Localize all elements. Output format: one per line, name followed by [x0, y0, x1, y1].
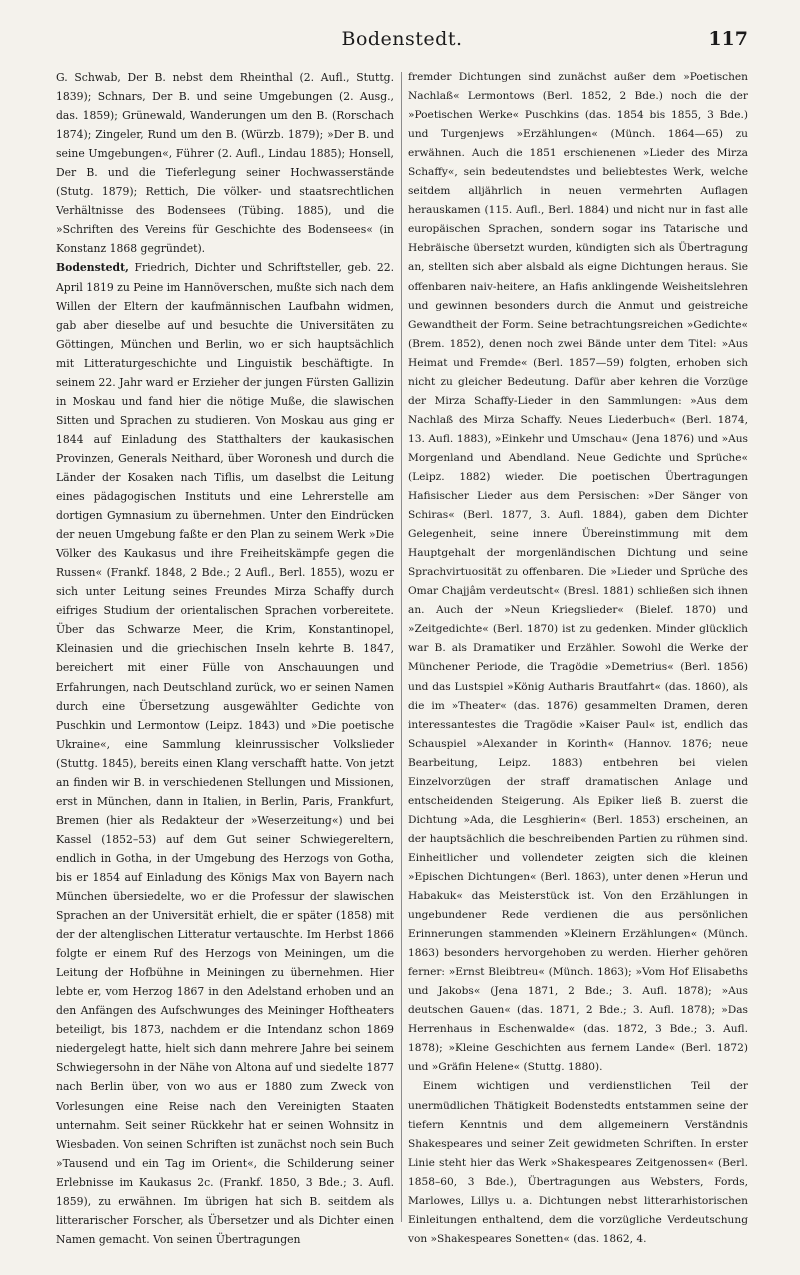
column-divider: [401, 72, 402, 1222]
entry-paragraph: [56, 258, 394, 1248]
left-column: [56, 68, 394, 1249]
page-number: 117: [708, 28, 748, 50]
paragraph: Einem wichtigen und verdienstlichen Teil der unermüdlichen Thätigkeit Bodenstedts entstammen seine der tiefern Kenntnis und dem allgemeinern Verständnis Shakespeares und seiner Zeit gewidmeten Schriften. In erster Linie steht hier das Werk »Shakespeares Zeitgenossen« (Berl. 1858–60, 3 Bde.), Übertragungen aus Websters, Fords, Marlowes, Lillys u. a. Dichtungen nebst litterarhistorischen Einleitungen enthaltend, dem die vorzügliche Verdeutschung von »Shakespeares Sonetten« (das. 1862, 4.: [408, 1080, 748, 1245]
page-header: [56, 28, 748, 58]
right-column: [408, 68, 748, 1249]
entry-headword: Bodenstedt,: [56, 261, 129, 275]
paragraph: fremder Dichtungen sind zunächst außer dem »Poetischen Nachlaß« Lermontows (Berl. 1852, 2 Bde.) noch die der »Poetischen Werke« Puschkins (das. 1854 bis 1855, 3 Bde.) und Turgenjews »Erzählungen« (Münch. 1864—65) zu erwähnen. Auch die 1851 erschienenen »Lieder des Mirza Schaffy«, sein bedeutendstes und beliebtestes Werk, welche seitdem alljährlich in neuen vermehrten Auflagen herauskamen (115. Aufl., Berl. 1884) und nicht nur in fast alle europäischen Sprachen, sondern sogar ins Tatarische und Hebräische übersetzt wurden, kündigten sich als Übertragung an, stellten sich aber alsbald als eigne Dichtungen heraus. Sie offenbaren naiv-heitere, an Hafis anklingende Weisheitslehren und gewinnen besonders durch die Anmut und geistreiche Gewandtheit der Form. Seine betrachtungsreichen »Gedichte« (Brem. 1852), denen noch zwei Bände unter dem Titel: »Aus Heimat und Fremde« (Berl. 1857—59) folgten, erhoben sich nicht zu gleicher Bedeutung. Dafür aber kehren die Vorzüge der Mirza Schaffy-Lieder in den Sammlungen: »Aus dem Nachlaß des Mirza Schaffy. Neues Liederbuch« (Berl. 1874, 13. Aufl. 1883), »Einkehr und Umschau« (Jena 1876) und »Aus Morgenland und Abendland. Neue Gedichte und Sprüche« (Leipz. 1882) wieder. Die poetischen Übertragungen Hafisischer Lieder aus dem Persischen: »Der Sänger von Schiras« (Berl. 1877, 3. Aufl. 1884), gaben dem Dichter Gelegenheit, seine innere Übereinstimmung mit dem Hauptgehalt der morgenländischen Dichtung und seine Sprachvirtuosität zu offenbaren. Die »Lieder und Sprüche des Omar Chajjâm verdeutscht« (Bresl. 1881) schließen sich ihnen an. Auch der »Neun Kriegslieder« (Bielef. 1870) und »Zeitgedichte« (Berl. 1870) ist zu gedenken. Minder glücklich war B. als Dramatiker und Erzähler. Sowohl die Werke der Münchener Periode, die Tragödie »Demetrius« (Berl. 1856) und das Lustspiel »König Autharis Brautfahrt« (das. 1860), als die im »Theater« (das. 1876) gesammelten Dramen, deren interessantestes die Tragödie »Kaiser Paul« ist, endlich das Schauspiel »Alexander in Korinth« (Hannov. 1876; neue Bearbeitung, Leipz. 1883) entbehren bei vielen Einzelvorzügen der straff dramatischen Anlage und entscheidenden Steigerung. Als Epiker ließ B. zuerst die Dichtung »Ada, die Lesghierin« (Berl. 1853) erscheinen, an der hauptsächlich die beschreibenden Partien zu rühmen sind. Einheitlicher und vollendeter zeigten sich die kleinen »Epischen Dichtungen« (Berl. 1863), unter denen »Herun und Habakuk« das Meisterstück ist. Von den Erzählungen in ungebundener Rede verdienen die aus persönlichen Erinnerungen stammenden »Kleinern Erzählungen« (Münch. 1863) besonders hervorgehoben zu werden. Hierher gehören ferner: »Ernst Bleibtreu« (Münch. 1863); »Vom Hof Elisabeths und Jakobs« (Jena 1871, 2 Bde.; 3. Aufl. 1878); »Aus deutschen Gauen« (das. 1871, 2 Bde.; 3. Aufl. 1878); »Das Herrenhaus in Eschenwalde« (das. 1872, 3 Bde.; 3. Aufl. 1878); »Kleine Geschichten aus fernem Lande« (Berl. 1872) und »Gräfin Helene« (Stuttg. 1880).: [408, 71, 748, 1074]
entry-text: Friedrich, Dichter und Schriftsteller, geb. 22. April 1819 zu Peine im Hannöverschen, mußte sich nach dem Willen der Eltern der kaufmännischen Laufbahn widmen, gab aber dieselbe auf und besuchte die Universitäten zu Göttingen, München und Berlin, wo er sich hauptsächlich mit Litteraturgeschichte und Linguistik beschäftigte. In seinem 22. Jahr ward er Erzieher der jungen Fürsten Gallizin in Moskau und fand hier die nötige Muße, die slawischen Sitten und Sprachen zu studieren. Von Moskau aus ging er 1844 auf Einladung des Statthalters der kaukasischen Provinzen, Generals Neithard, über Woronesh und durch die Länder der Kosaken nach Tiflis, um daselbst die Leitung eines pädagogischen Instituts und eine Lehrerstelle am dortigen Gymnasium zu übernehmen. Unter den Eindrücken der neuen Umgebung faßte er den Plan zu seinem Werk »Die Völker des Kaukasus und ihre Freiheitskämpfe gegen die Russen« (Frankf. 1848, 2 Bde.; 2 Aufl., Berl. 1855), wozu er sich unter Leitung seines Freundes Mirza Schaffy durch eifriges Studium der orientalischen Sprachen vorbereitete. Über das Schwarze Meer, die Krim, Konstantinopel, Kleinasien und die griechischen Inseln kehrte B. 1847, bereichert mit einer Fülle von Anschauungen und Erfahrungen, nach Deutschland zurück, wo er seinen Namen durch eine Übersetzung ausgewählter Gedichte von Puschkin und Lermontow (Leipz. 1843) und »Die poetische Ukraine«, eine Sammlung kleinrussischer Volkslieder (Stuttg. 1845), bereits einen Klang verschafft hatte. Von jetzt an finden wir B. in verschiedenen Stellungen und Missionen, erst in München, dann in Italien, in Berlin, Paris, Frankfurt, Bremen (hier als Redakteur der »Weserzeitung«) und bei Kassel (1852–53) auf dem Gut seiner Schwiegereltern, endlich in Gotha, in der Umgebung des Herzogs von Gotha, bis er 1854 auf Einladung des Königs Max von Bayern nach München übersiedelte, wo er die Professur der slawischen Sprachen an der Universität erhielt, die er später (1858) mit der der altenglischen Litteratur vertauschte. Im Herbst 1866 folgte er einem Ruf des Herzogs von Meiningen, um die Leitung der Hofbühne in Meiningen zu übernehmen. Hier lebte er, vom Herzog 1867 in den Adelstand erhoben und an den Anfängen des Aufschwunges des Meininger Hoftheaters beteiligt, bis 1873, nachdem er die Intendanz schon 1869 niedergelegt hatte, hielt sich dann mehrere Jahre bei seinem Schwiegersohn in der Nähe von Altona auf und siedelte 1877 nach Berlin über, von wo aus er 1880 zum Zweck von Vorlesungen eine Reise nach den Vereinigten Staaten unternahm. Seit seiner Rückkehr hat er seinen Wohnsitz in Wiesbaden. Von seinen Schriften ist zunächst noch sein Buch »Tausend und ein Tag im Orient«, die Schilderung seiner Erlebnisse im Kaukasus 2c. (Frankf. 1850, 3 Bde.; 3. Aufl. 1859), zu erwähnen. Im übrigen hat sich B. seitdem als litterarischer Forscher, als Übersetzer und als Dichter einen Namen gemacht. Von seinen Übertragungen: [56, 261, 394, 1246]
running-title: Bodenstedt.: [341, 28, 463, 50]
paragraph: G. Schwab, Der B. nebst dem Rheinthal (2. Aufl., Stuttg. 1839); Schnars, Der B. und seine Umgebungen (2. Ausg., das. 1859); Grünewald, Wanderungen um den B. (Rorschach 1874); Zingeler, Rund um den B. (Würzb. 1879); »Der B. und seine Umgebungen«, Führer (2. Aufl., Lindau 1885); Honsell, Der B. und die Tieferlegung seiner Hochwasserstände (Stutg. 1879); Rettich, Die völker- und staatsrechtlichen Verhältnisse des Bodensees (Tübing. 1885), und die »Schriften des Vereins für Geschichte des Bodensees« (in Konstanz 1868 gegründet).: [56, 71, 394, 256]
